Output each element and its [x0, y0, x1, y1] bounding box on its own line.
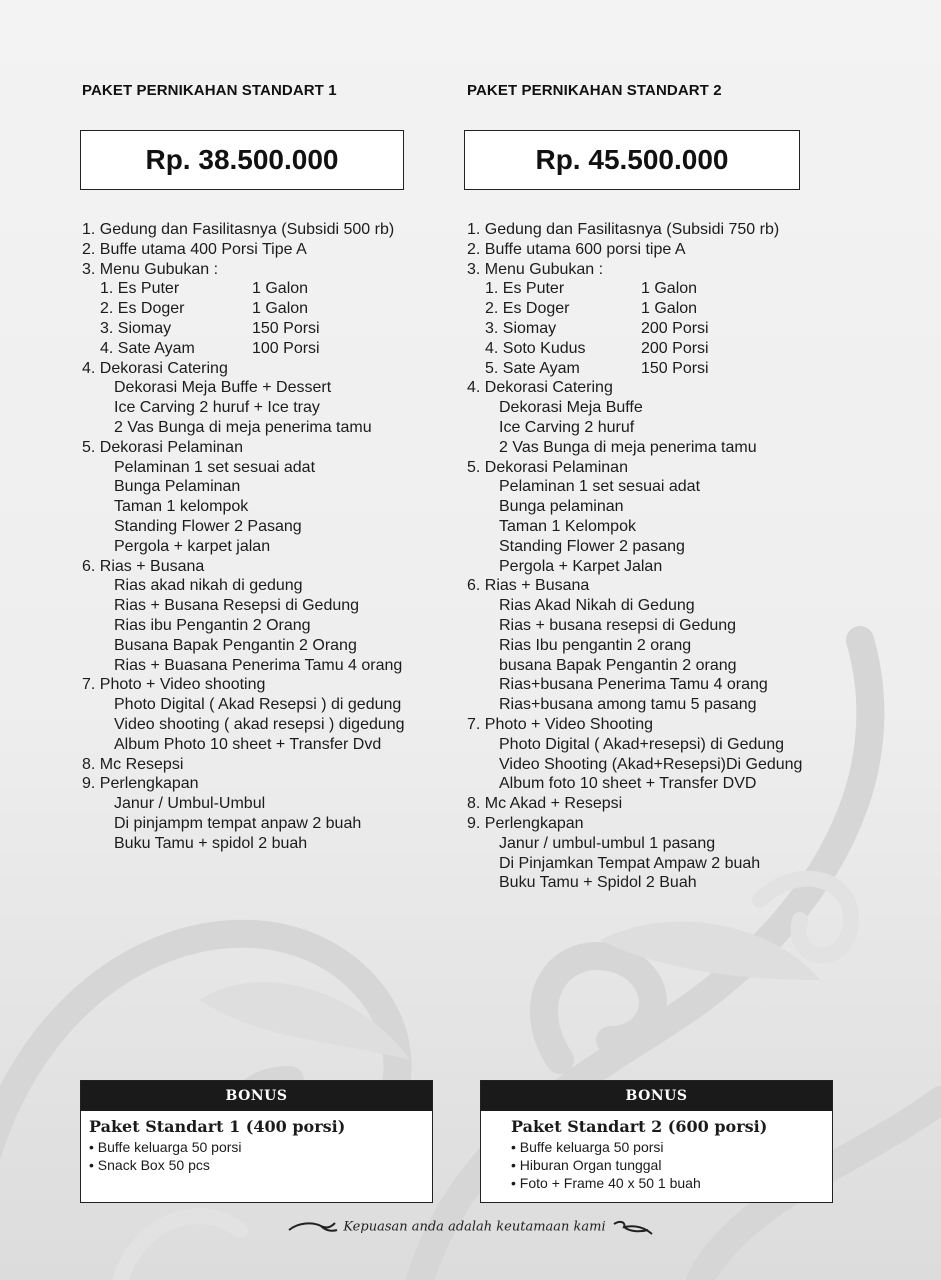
menu-subitem-value: 150 Porsi: [252, 319, 320, 337]
list-item: 4. Dekorasi Catering: [467, 379, 613, 397]
list-item-detail: busana Bapak Pengantin 2 orang: [499, 656, 737, 674]
list-item: 2. Buffe utama 400 Porsi Tipe A: [82, 240, 307, 258]
bonus-2-item: • Buffe keluarga 50 porsi: [511, 1139, 664, 1155]
menu-subitem-name: 1. Es Puter: [100, 280, 180, 298]
tagline: [0, 1218, 941, 1236]
list-item-detail: Pergola + Karpet Jalan: [499, 557, 663, 575]
bonus-2-item: • Hiburan Organ tunggal: [511, 1157, 662, 1173]
bonus-1-item: • Buffe keluarga 50 porsi: [89, 1139, 242, 1155]
list-item-detail: Buku Tamu + spidol 2 buah: [114, 834, 308, 852]
list-item-detail: Pergola + karpet jalan: [114, 537, 271, 555]
menu-subitem-name: 2. Es Doger: [485, 300, 570, 318]
list-item-detail: Rias + Buasana Penerima Tamu 4 orang: [114, 656, 403, 674]
list-item-detail: Pelaminan 1 set sesuai adat: [114, 458, 316, 476]
list-item-detail: Taman 1 Kelompok: [499, 517, 636, 535]
list-item-detail: Rias + busana resepsi di Gedung: [499, 616, 737, 634]
list-item-detail: Rias+busana among tamu 5 pasang: [499, 696, 757, 714]
package-2-price-box: [464, 130, 800, 190]
tagline-flourish-right-icon: [610, 1218, 654, 1236]
list-item: 9. Perlengkapan: [82, 775, 199, 793]
menu-subitem-value: 150 Porsi: [641, 359, 709, 377]
list-item-detail: Dekorasi Meja Buffe + Dessert: [114, 379, 332, 397]
menu-subitem-name: 3. Siomay: [100, 319, 172, 337]
list-item-detail: Album foto 10 sheet + Transfer DVD: [499, 775, 757, 793]
list-item: 7. Photo + Video shooting: [82, 676, 266, 694]
list-item: 4. Dekorasi Catering: [82, 359, 228, 377]
list-item-detail: Standing Flower 2 Pasang: [114, 517, 302, 535]
tagline-text: Kepuasan anda adalah keutamaan kami: [343, 1219, 606, 1235]
menu-subitem-name: 4. Soto Kudus: [485, 339, 586, 357]
menu-subitem: [82, 339, 405, 359]
menu-subitem: [467, 299, 802, 319]
list-item-detail: Ice Carving 2 huruf + Ice tray: [114, 399, 320, 417]
list-item-detail: Taman 1 kelompok: [114, 498, 249, 516]
list-item: 8. Mc Akad + Resepsi: [467, 795, 623, 813]
list-item: 3. Menu Gubukan :: [82, 260, 219, 278]
list-item-detail: Buku Tamu + Spidol 2 Buah: [499, 874, 697, 892]
menu-subitem-value: 200 Porsi: [641, 339, 709, 357]
list-item-detail: Bunga pelaminan: [499, 498, 624, 516]
package-2-item-list: [467, 220, 802, 893]
menu-subitem-name: 4. Sate Ayam: [100, 339, 195, 357]
bonus-box-2: [480, 1080, 833, 1203]
menu-subitem-value: 100 Porsi: [252, 339, 320, 357]
menu-subitem: [467, 359, 802, 379]
list-item: 8. Mc Resepsi: [82, 755, 184, 773]
menu-subitem: [467, 279, 802, 299]
tagline-flourish-left-icon: [287, 1218, 339, 1236]
package-1-item-list: [82, 220, 405, 854]
list-item-detail: Bunga Pelaminan: [114, 478, 241, 496]
menu-subitem: [467, 319, 802, 339]
list-item-detail: Rias + Busana Resepsi di Gedung: [114, 597, 360, 615]
list-item-detail: Busana Bapak Pengantin 2 Orang: [114, 636, 357, 654]
list-item-detail: 2 Vas Bunga di meja penerima tamu: [499, 438, 757, 456]
list-item-detail: Dekorasi Meja Buffe: [499, 399, 643, 417]
list-item-detail: Rias Akad Nikah di Gedung: [499, 597, 695, 615]
list-item: 5. Dekorasi Pelaminan: [467, 458, 628, 476]
package-1-price: Rp. 38.500.000: [145, 144, 339, 175]
list-item-detail: Rias akad nikah di gedung: [114, 577, 303, 595]
list-item-detail: Standing Flower 2 pasang: [499, 537, 685, 555]
menu-subitem: [82, 279, 405, 299]
list-item: 2. Buffe utama 600 porsi tipe A: [467, 240, 686, 258]
bonus-box-1: [80, 1080, 433, 1203]
bonus-1-item: • Snack Box 50 pcs: [89, 1157, 210, 1173]
menu-subitem: [82, 299, 405, 319]
package-1-price-box: [80, 130, 404, 190]
list-item-detail: Video shooting ( akad resepsi ) digedung: [114, 715, 405, 733]
list-item-detail: Photo Digital ( Akad+resepsi) di Gedung: [499, 735, 785, 753]
menu-subitem-value: 1 Galon: [641, 280, 698, 298]
bonus-1-title: Paket Standart 1 (400 porsi): [89, 1117, 346, 1136]
bonus-2-title: Paket Standart 2 (600 porsi): [511, 1117, 768, 1136]
package-1-heading: PAKET PERNIKAHAN STANDART 1: [82, 82, 337, 99]
list-item: 1. Gedung dan Fasilitasnya (Subsidi 750 rb): [467, 221, 780, 238]
list-item: 5. Dekorasi Pelaminan: [82, 438, 243, 456]
bonus-2-header: BONUS: [481, 1081, 832, 1111]
menu-subitem-name: 1. Es Puter: [485, 280, 565, 298]
menu-subitem-name: 3. Siomay: [485, 319, 557, 337]
menu-subitem-name: 2. Es Doger: [100, 300, 185, 318]
package-2-price: Rp. 45.500.000: [535, 144, 729, 175]
menu-subitem-value: 1 Galon: [252, 280, 309, 298]
list-item: 1. Gedung dan Fasilitasnya (Subsidi 500 rb): [82, 221, 395, 238]
list-item-detail: Di Pinjamkan Tempat Ampaw 2 buah: [499, 854, 761, 872]
bonus-2-item: • Foto + Frame 40 x 50 1 buah: [511, 1175, 701, 1191]
list-item: 6. Rias + Busana: [467, 577, 590, 595]
list-item-detail: Rias Ibu pengantin 2 orang: [499, 636, 692, 654]
bonus-1-header: BONUS: [81, 1081, 432, 1111]
list-item-detail: Janur / Umbul-Umbul: [114, 795, 266, 813]
list-item-detail: Di pinjampm tempat anpaw 2 buah: [114, 814, 362, 832]
menu-subitem-value: 1 Galon: [252, 300, 309, 318]
list-item-detail: 2 Vas Bunga di meja penerima tamu: [114, 418, 372, 436]
menu-subitem-name: 5. Sate Ayam: [485, 359, 580, 377]
list-item-detail: Video Shooting (Akad+Resepsi)Di Gedung: [499, 755, 803, 773]
list-item-detail: Janur / umbul-umbul 1 pasang: [499, 834, 716, 852]
list-item-detail: Album Photo 10 sheet + Transfer Dvd: [114, 735, 382, 753]
list-item-detail: Rias ibu Pengantin 2 Orang: [114, 616, 311, 634]
list-item-detail: Rias+busana Penerima Tamu 4 orang: [499, 676, 768, 694]
list-item-detail: Photo Digital ( Akad Resepsi ) di gedung: [114, 696, 402, 714]
list-item: 9. Perlengkapan: [467, 814, 584, 832]
menu-subitem: [467, 339, 802, 359]
menu-subitem-value: 200 Porsi: [641, 319, 709, 337]
menu-subitem-value: 1 Galon: [641, 300, 698, 318]
package-2-heading: PAKET PERNIKAHAN STANDART 2: [467, 82, 722, 99]
list-item-detail: Ice Carving 2 huruf: [499, 418, 635, 436]
list-item: 6. Rias + Busana: [82, 557, 205, 575]
list-item: 7. Photo + Video Shooting: [467, 715, 654, 733]
menu-subitem: [82, 319, 405, 339]
list-item-detail: Pelaminan 1 set sesuai adat: [499, 478, 701, 496]
list-item: 3. Menu Gubukan :: [467, 260, 604, 278]
